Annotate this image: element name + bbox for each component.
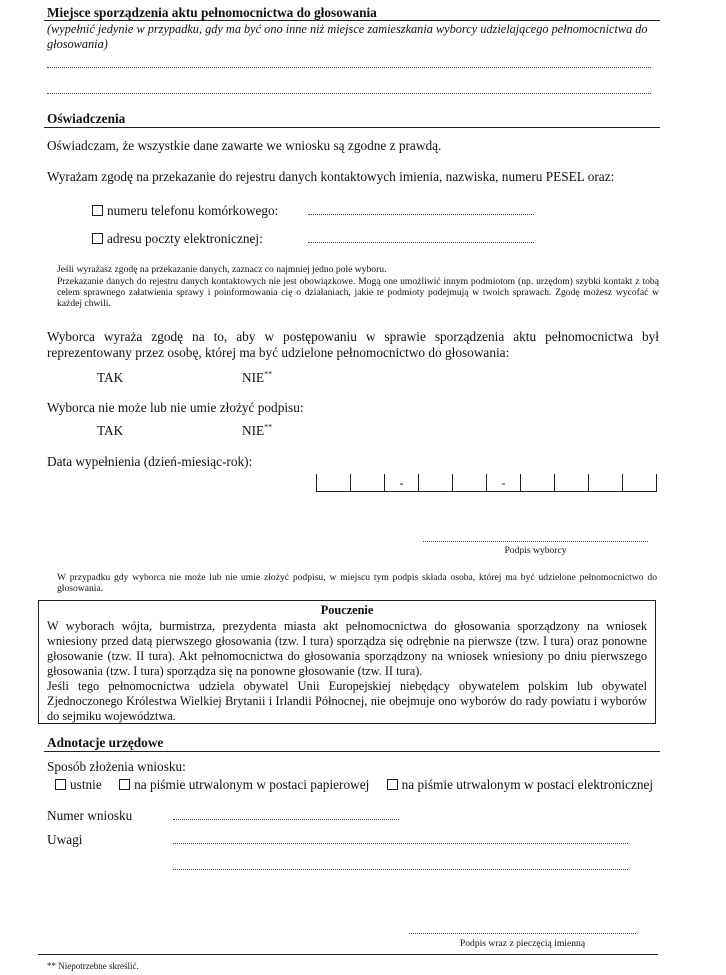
application-number-label: Numer wniosku [47, 808, 133, 823]
divider [44, 127, 660, 128]
instruction-para-2: Jeśli tego pełnomocnictwa udziela obywatel Unii Europejskiej niebędący obywatelem polskim lub obywatel Zjednoczonego Królestwa Wielkiej Brytanii i Irlandii Północnej, nie obejmuje ono wyborów do rady powiatu i wyborów do sejmiku województwa. [47, 679, 647, 723]
no-option-2[interactable] [242, 423, 272, 439]
date-cell[interactable] [588, 474, 622, 491]
email-checkbox[interactable] [92, 233, 103, 244]
place-line-1[interactable] [47, 67, 651, 68]
method-paper[interactable] [119, 777, 369, 792]
method-paper-checkbox[interactable] [119, 779, 130, 790]
date-field[interactable] [316, 474, 657, 492]
remarks-label: Uwagi [47, 832, 83, 847]
yes-option-2[interactable]: TAK [97, 423, 124, 438]
date-cell[interactable] [622, 474, 657, 491]
divider [38, 954, 658, 955]
date-cell[interactable] [452, 474, 486, 491]
date-label: Data wypełnienia (dzień-miesiąc-rok): [47, 454, 253, 469]
date-dash: - [501, 476, 506, 490]
email-field[interactable] [308, 242, 534, 243]
date-cell[interactable] [554, 474, 588, 491]
official-signature-line[interactable] [409, 933, 636, 934]
option-phone [92, 203, 278, 219]
option-email [92, 231, 263, 247]
option-phone-label: numeru telefonu komórkowego: [107, 203, 279, 218]
divider [44, 20, 660, 21]
date-cell[interactable] [418, 474, 452, 491]
remarks-line-1[interactable] [173, 843, 628, 844]
section-note-place: (wypełnić jedynie w przypadku, gdy ma być ono inne niż miejsce zamieszkania wyborcy udzielającego pełnomocnictwa do głosowania) [47, 22, 648, 51]
date-separator [486, 474, 520, 491]
signature-question: Wyborca nie może lub nie umie złożyć podpisu: [47, 400, 304, 415]
yes-option-1[interactable]: TAK [97, 370, 124, 385]
no-option-1-mark: ** [264, 369, 273, 379]
voter-signature-caption: Podpis wyborcy [504, 545, 567, 556]
method-electronic[interactable] [387, 777, 653, 792]
method-oral[interactable] [55, 777, 102, 792]
no-option-2-label: NIE [242, 423, 265, 438]
date-cell[interactable] [350, 474, 384, 491]
date-separator [384, 474, 418, 491]
place-line-2[interactable] [47, 93, 651, 94]
phone-field[interactable] [308, 214, 534, 215]
signature-note: W przypadku gdy wyborca nie może lub nie umie złożyć podpisu, w miejscu tym podpis składa osoba, której ma być udzielone pełnomocnictwo do głosowania. [57, 572, 657, 594]
application-number-field[interactable] [173, 819, 399, 820]
info-consent-details: Przekazanie danych do rejestru danych kontaktowych nie jest obowiązkowe. Mogą one umożliwić innym podmiotom (np. urzędom) szybki kontakt z tobą celem sprawnego załatwienia sprawy i poinformowania cię o działaniach, jakie te podmioty podejmują w twoich sprawach. Zgodę możesz wycofać w każdej chwili. [57, 276, 659, 309]
no-option-2-mark: ** [264, 422, 273, 432]
no-option-1-label: NIE [242, 370, 265, 385]
date-dash: - [399, 476, 404, 490]
method-electronic-checkbox[interactable] [387, 779, 398, 790]
remarks-line-2[interactable] [173, 869, 628, 870]
info-consent-select: Jeśli wyrażasz zgodę na przekazanie danych, zaznacz co najmniej jedno pole wyboru. [57, 264, 387, 275]
date-cell[interactable] [520, 474, 554, 491]
truth-statement: Oświadczam, że wszystkie dane zawarte we wniosku są zgodne z prawdą. [47, 138, 442, 153]
section-title-statements: Oświadczenia [47, 111, 126, 126]
submission-method-label: Sposób złożenia wniosku: [47, 759, 186, 774]
section-title-place: Miejsce sporządzenia aktu pełnomocnictwa do głosowania [47, 5, 377, 20]
footnote: ** Niepotrzebne skreślić. [47, 961, 139, 971]
date-cell[interactable] [316, 474, 350, 491]
method-oral-label: ustnie [70, 777, 102, 792]
section-title-official: Adnotacje urzędowe [47, 735, 164, 750]
consent-intro: Wyrażam zgodę na przekazanie do rejestru danych kontaktowych imienia, nazwiska, numeru PESEL oraz: [47, 169, 615, 184]
submission-methods [55, 777, 653, 793]
official-signature-caption: Podpis wraz z pieczęcią imienną [459, 938, 586, 949]
divider [44, 751, 660, 752]
instruction-para-1: W wyborach wójta, burmistrza, prezydenta miasta akt pełnomocnictwa do głosowania sporządzony na wniosek wniesiony przed datą pierwszego głosowania (tzw. I tura) sporządza się odrębnie na pierwsze (tzw. I tura) oraz ponowne głosowanie (tzw. II tura). Akt pełnomocnictwa do głosowania sporządzony na wniosek wniesiony po dniu pierwszego głosowania (tzw. I tura) sporządza się na ponowne głosowanie (tzw. II tura). [47, 619, 647, 678]
method-oral-checkbox[interactable] [55, 779, 66, 790]
instruction-title: Pouczenie [320, 603, 374, 617]
voter-signature-line[interactable] [423, 541, 648, 542]
method-electronic-label: na piśmie utrwalonym w postaci elektronicznej [401, 777, 654, 792]
no-option-1[interactable] [242, 370, 272, 386]
representation-consent: Wyborca wyraża zgodę na to, aby w postępowaniu w sprawie sporządzenia aktu pełnomocnictwa był reprezentowany przez osobę, której ma być udzielone pełnomocnictwo do głosowania: [47, 329, 659, 360]
method-paper-label: na piśmie utrwalonym w postaci papierowej [134, 777, 370, 792]
phone-checkbox[interactable] [92, 205, 103, 216]
option-email-label: adresu poczty elektronicznej: [107, 231, 263, 246]
